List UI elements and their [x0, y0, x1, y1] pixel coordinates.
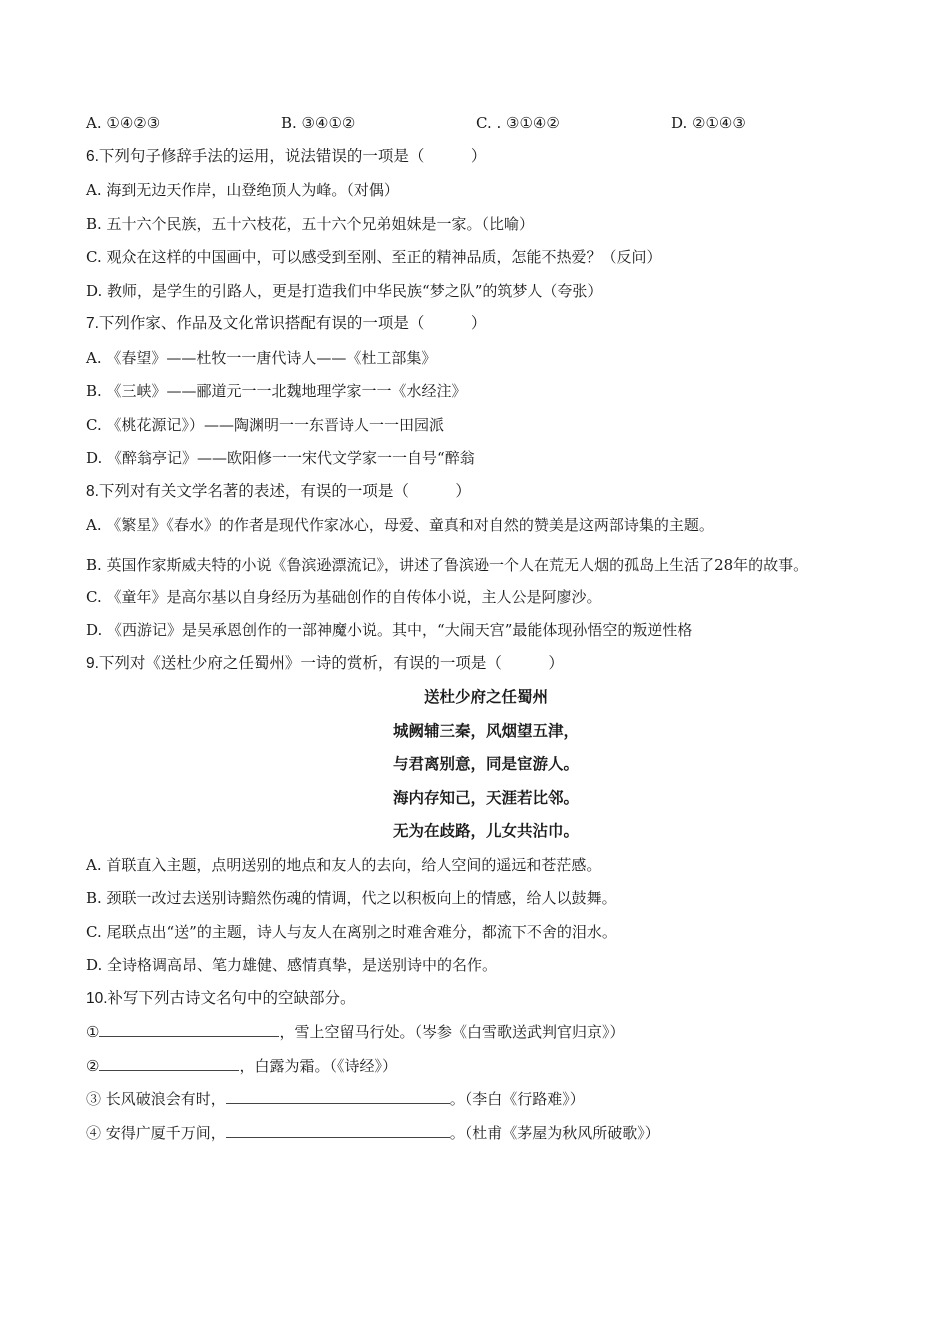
q10-item-3-suffix: 。（李白《行路难》） — [449, 1090, 585, 1108]
q8-stem: 8.下列对有关文学名著的表述，有误的一项是（ ） — [86, 482, 471, 500]
q10-item-2-prefix: ② — [86, 1056, 100, 1075]
q9-option-d: D. 全诗格调高昂、笔力雄健、感情真挚，是送别诗中的名作。 — [86, 956, 498, 974]
q5-option-a: A. ①④②③ — [86, 114, 161, 132]
q5-options — [86, 112, 866, 134]
q10-item-2-suffix: ，白露为霜。（《诗经》） — [239, 1056, 397, 1075]
q10-item-4-suffix: 。（杜甫《茅屋为秋风所破歌》） — [449, 1123, 660, 1142]
q8-option-c: C. 《童年》是高尔基以自身经历为基础创作的自传体小说，主人公是阿廖沙。 — [86, 587, 602, 606]
q10-stem: 10.补写下列古诗文名句中的空缺部分。 — [86, 989, 356, 1007]
poem-line-4: 无为在歧路，儿女共沾巾。 — [392, 822, 579, 840]
q10-item-2 — [86, 1055, 866, 1077]
poem-line-1: 城阙辅三秦，风烟望五津， — [392, 721, 579, 740]
q8-option-d: D. 《西游记》是吴承恩创作的一部神魔小说。其中，“大闹天宫”最能体现孙悟空的叛逆性格 — [86, 621, 693, 639]
q9-option-b: B. 颈联一改过去送别诗黯然伤魂的情调，代之以积板向上的情感，给人以鼓舞。 — [86, 889, 617, 907]
q6-option-d: D. 教师，是学生的引路人，更是打造我们中华民族“梦之队”的筑梦人（夸张） — [86, 281, 603, 300]
q7-option-d: D. 《醉翁亭记》——欧阳修一一宋代文学家一一自号“醉翁 — [86, 449, 475, 467]
q9-option-c: C. 尾联点出“送”的主题，诗人与友人在离别之时难舍难分，都流下不舍的泪水。 — [86, 922, 617, 941]
q10-item-1-suffix: ，雪上空留马行处。（岑参《白雪歌送武判官归京》） — [279, 1023, 625, 1041]
fill-blank-2[interactable] — [99, 1055, 239, 1071]
q8-option-b: B. 英国作家斯威夫特的小说《鲁滨逊漂流记》，讲述了鲁滨逊一个人在荒无人烟的孤岛上生活了28年的故事。 — [86, 555, 809, 574]
q10-item-1-prefix: ① — [86, 1023, 100, 1041]
q10-item-3 — [86, 1088, 866, 1110]
q5-option-d: D. ②①④③ — [671, 114, 746, 132]
fill-blank-4[interactable] — [226, 1122, 450, 1138]
poem-title: 送杜少府之任蜀州 — [423, 688, 548, 706]
q6-option-c: C. 观众在这样的中国画中，可以感受到至刚、至正的精神品质，怎能不热爱？（反问） — [86, 248, 662, 266]
q7-option-a: A. 《春望》——杜牧一一唐代诗人——《杜工部集》 — [86, 348, 437, 367]
q9-stem: 9.下列对《送杜少府之任蜀州》一诗的赏析，有误的一项是（ ） — [86, 654, 564, 672]
q8-option-a: A. 《繁星》《春水》的作者是现代作家冰心，母爱、童真和对自然的赞美是这两部诗集的主题。 — [86, 516, 714, 534]
q10-item-4 — [86, 1122, 866, 1144]
q6-option-b: B. 五十六个民族，五十六枝花，五十六个兄弟姐妹是一家。（比喻） — [86, 214, 535, 233]
q5-option-b: B. ③④①② — [281, 114, 356, 132]
fill-blank-1[interactable] — [99, 1021, 279, 1037]
q6-option-a: A. 海到无边天作岸，山登绝顶人为峰。（对偶） — [86, 181, 399, 199]
exam-page — [86, 112, 866, 1155]
q10-item-1 — [86, 1021, 866, 1043]
q5-option-c: C. . ③①④② — [476, 114, 560, 132]
poem-line-2: 与君离别意，同是宦游人。 — [392, 755, 579, 773]
q7-option-b: B. 《三峡》——郦道元一一北魏地理学家一一《水经注》 — [86, 382, 467, 400]
q7-stem: 7.下列作家、作品及文化常识搭配有误的一项是（ ） — [86, 315, 487, 332]
q6-stem: 6.下列句子修辞手法的运用，说法错误的一项是（ ） — [86, 147, 487, 165]
q10-item-3-prefix: ③ 长风破浪会有时， — [86, 1090, 226, 1108]
q7-option-c: C. 《桃花源记》）——陶渊明一一东晋诗人一一田园派 — [86, 415, 444, 434]
q10-item-4-prefix: ④ 安得广厦千万间， — [86, 1123, 226, 1142]
q9-option-a: A. 首联直入主题，点明送别的地点和友人的去向，给人空间的遥远和苍茫感。 — [86, 855, 602, 874]
fill-blank-3[interactable] — [226, 1088, 450, 1104]
poem-line-3: 海内存知己，天涯若比邻。 — [392, 788, 579, 807]
